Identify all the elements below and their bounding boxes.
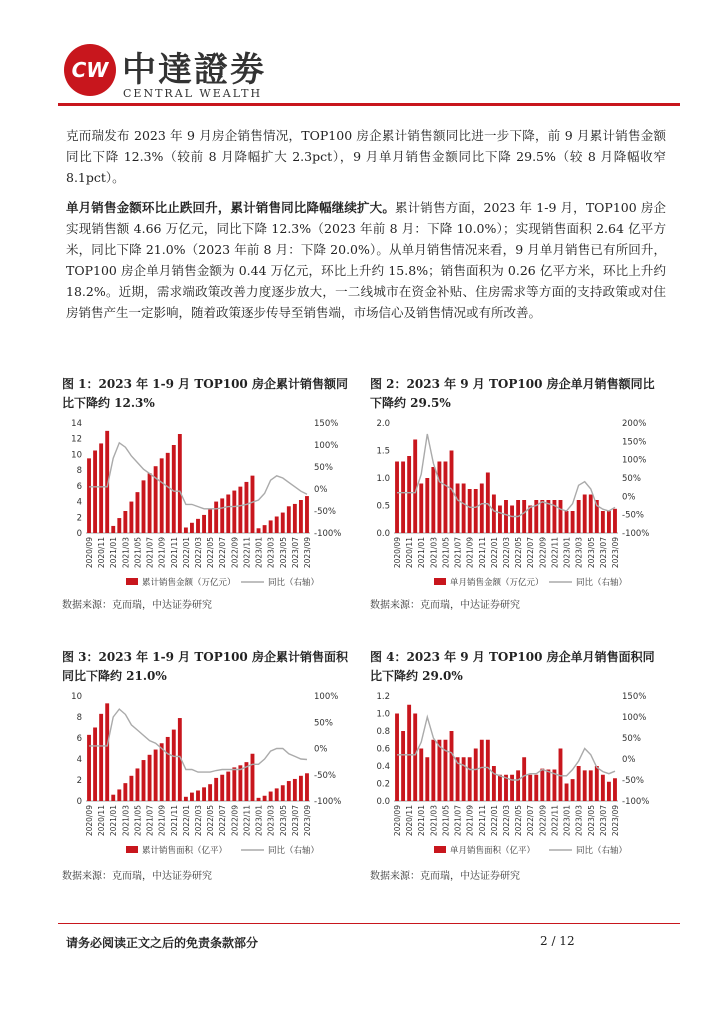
bar (208, 784, 212, 801)
y2-tick-label: 100% (314, 692, 339, 702)
bar (474, 489, 478, 533)
x-tick-label: 2021/01 (109, 805, 119, 837)
y-tick-label: 8 (76, 713, 82, 723)
bar (419, 749, 423, 802)
bar (522, 500, 526, 533)
x-tick-label: 2021/07 (453, 805, 463, 837)
bar (148, 755, 152, 801)
bar (401, 462, 405, 534)
bar (559, 500, 563, 533)
y-tick-label: 10 (71, 692, 82, 702)
x-tick-label: 2022/07 (218, 805, 228, 837)
y-tick-label: 0.2 (376, 779, 390, 790)
x-tick-label: 2021/03 (121, 805, 131, 837)
x-tick-label: 2023/05 (586, 805, 596, 837)
bar (577, 766, 581, 801)
bar (601, 775, 605, 801)
bar (166, 453, 170, 533)
x-tick-label: 2022/11 (550, 805, 560, 837)
paragraph-2 (66, 197, 666, 323)
bar (577, 500, 581, 533)
bar (99, 714, 103, 801)
bar (287, 506, 291, 533)
y-tick-label: 4 (76, 497, 82, 508)
y2-tick-label: -50% (622, 510, 644, 521)
bar (468, 489, 472, 533)
y-tick-label: 10 (71, 450, 82, 461)
x-tick-label: 2023/07 (598, 537, 608, 569)
bar (257, 528, 261, 533)
bar (293, 779, 297, 801)
x-tick-label: 2023/01 (562, 805, 572, 837)
x-tick-label: 2023/05 (278, 537, 288, 569)
x-tick-label: 2023/07 (598, 805, 608, 837)
x-tick-label: 2023/01 (562, 537, 572, 569)
bar (589, 770, 593, 801)
bar (238, 487, 242, 533)
x-tick-label: 2023/03 (574, 805, 584, 837)
x-tick-label: 2023/09 (302, 537, 312, 569)
bar (486, 473, 490, 534)
x-tick-label: 2021/11 (169, 805, 179, 837)
y2-tick-label: 150% (622, 692, 647, 702)
figure-1-title: 图 1：2023 年 1-9 月 TOP100 房企累计销售额同比下降约 12.3% (62, 377, 348, 410)
x-tick-label: 2021/05 (441, 537, 451, 569)
bar (136, 768, 140, 801)
bar (196, 791, 200, 802)
x-tick-label: 2023/03 (266, 805, 276, 837)
bar (269, 520, 273, 533)
bar (583, 495, 587, 534)
bar (425, 757, 429, 801)
bar (431, 740, 435, 801)
y2-tick-label: -50% (622, 776, 644, 786)
bar (105, 703, 109, 801)
bar (504, 500, 508, 533)
bar (299, 776, 303, 801)
bar (93, 451, 97, 534)
x-tick-label: 2022/07 (526, 537, 536, 569)
bar (407, 456, 411, 533)
bar (601, 511, 605, 533)
bar (498, 775, 502, 801)
bar (305, 773, 309, 801)
x-tick-label: 2022/03 (194, 805, 203, 837)
x-tick-label: 2021/07 (145, 805, 155, 837)
x-tick-label: 2023/03 (574, 537, 584, 569)
x-tick-label: 2020/11 (97, 805, 107, 837)
legend-bar-swatch (434, 846, 446, 853)
figure-3-source: 数据来源：克而瑞，中达证券研究 (62, 871, 212, 882)
bar (202, 787, 206, 801)
x-tick-label: 2021/01 (417, 537, 427, 569)
bar (190, 523, 194, 533)
y-tick-label: 6 (76, 734, 82, 744)
paragraph-2-body: 累计销售方面，2023 年 1-9 月，TOP100 房企实现销售额 4.66 万亿元，同比下降 12.3%（2023 年前 8 月：下降 10.0%）；实现销售面积 2.64 亿平方米，同比下降 21.0%（2023 年前 8 月：下降 20.0%）。从单月销售情况来看，9 月单月销售已有所回升，TOP100 房企单月销售金额为 0.44 万亿元，环比上升约 15.8%；销售面积为 0.26 亿平方米，环比上升约 18.2%。近期，需求端政策改善力度逐步放大，一二线城市在资金补贴、住房需求等方面的支持政策或对住房销售产生一定影响，随着政策逐步传导至销售端，市场信心及销售情况或有所改善。 (66, 200, 666, 320)
x-tick-label: 2023/07 (290, 537, 300, 569)
x-tick-label: 2022/03 (502, 805, 511, 837)
x-tick-label: 2022/07 (218, 537, 228, 569)
figure-2-title: 图 2：2023 年 9 月 TOP100 房企单月销售额同比下降约 29.5% (370, 377, 655, 410)
bar (595, 766, 599, 801)
x-tick-label: 2021/05 (133, 805, 143, 837)
bar (395, 714, 399, 802)
y2-tick-label: -100% (314, 529, 342, 539)
y-tick-label: 1.0 (376, 474, 390, 484)
x-tick-label: 2021/11 (477, 805, 487, 837)
bar (571, 779, 575, 801)
x-tick-label: 2020/11 (405, 805, 415, 837)
x-tick-label: 2020/11 (97, 537, 107, 569)
bar (214, 502, 218, 533)
bar (546, 500, 550, 533)
bar (123, 783, 127, 801)
x-tick-label: 2021/09 (465, 805, 475, 837)
figure-4-chart (366, 688, 656, 863)
bar (613, 509, 617, 533)
x-tick-label: 2022/09 (538, 805, 548, 837)
x-tick-label: 2022/01 (181, 537, 191, 569)
footer-rule (58, 923, 680, 924)
y-tick-label: 8 (76, 466, 82, 477)
bar (583, 770, 587, 801)
legend-line-label: 同比（右轴） (268, 846, 320, 856)
y2-tick-label: 150% (622, 437, 647, 448)
y2-tick-label: 100% (314, 441, 339, 451)
bar (425, 478, 429, 533)
x-tick-label: 2022/01 (181, 805, 191, 837)
bar (184, 797, 188, 801)
y2-tick-label: 100% (622, 455, 647, 466)
bar (437, 740, 441, 801)
bar (263, 796, 267, 801)
y-tick-label: 0.4 (376, 762, 390, 772)
bar (129, 776, 133, 801)
bar (498, 506, 502, 534)
y2-tick-label: 50% (622, 474, 641, 484)
bar (413, 714, 417, 802)
y2-tick-label: 100% (622, 713, 647, 723)
bar (202, 515, 206, 533)
legend-line-label: 同比（右轴） (576, 846, 628, 856)
y2-tick-label: 50% (314, 463, 333, 473)
yoy-line (89, 443, 307, 509)
x-tick-label: 2022/01 (489, 805, 499, 837)
bar (190, 793, 194, 801)
company-name-cn: 中達證劵 (122, 50, 266, 90)
x-tick-label: 2020/09 (85, 805, 95, 837)
bar (462, 757, 466, 801)
bar (269, 792, 273, 801)
legend-bar-label: 单月销售面积（亿平） (450, 846, 536, 856)
bar (607, 511, 611, 533)
x-tick-label: 2021/01 (417, 805, 427, 837)
bar (142, 760, 146, 801)
x-tick-label: 2023/09 (610, 537, 620, 569)
x-tick-label: 2021/09 (157, 805, 167, 837)
bar (281, 513, 285, 533)
bar (275, 788, 279, 801)
bar (589, 495, 593, 534)
y-tick-label: 1.2 (376, 692, 390, 702)
y2-tick-label: -50% (314, 507, 336, 517)
x-tick-label: 2022/05 (514, 537, 524, 569)
bar (220, 498, 224, 533)
x-tick-label: 2023/01 (254, 805, 264, 837)
legend-bar-swatch (126, 846, 138, 853)
paragraph-2-lead: 单月销售金额环比止跌回升，累计销售同比降幅继续扩大。 (66, 200, 395, 215)
x-tick-label: 2020/11 (405, 537, 415, 569)
bar (534, 775, 538, 801)
x-tick-label: 2021/09 (465, 537, 475, 569)
header-rule (58, 103, 680, 106)
paragraph-1: 克而瑞发布 2023 年 9 月房企销售情况，TOP100 房企累计销售额同比进一步下降，前 9 月累计销售金额同比下降 12.3%（较前 8 月降幅扩大 2.3pct），9 月单月销售金额同比下降 29.5%（较 8 月降幅收窄 8.1pct）。 (66, 128, 666, 185)
bar (238, 765, 242, 801)
y2-tick-label: 50% (622, 734, 641, 744)
x-tick-label: 2022/03 (194, 537, 203, 569)
y-tick-label: 1.5 (376, 446, 390, 457)
bar (299, 500, 303, 533)
bar (474, 749, 478, 802)
x-tick-label: 2022/05 (206, 537, 216, 569)
bar (111, 526, 115, 533)
bar (510, 775, 514, 801)
bar (528, 506, 532, 534)
bar (196, 519, 200, 533)
x-tick-label: 2022/03 (502, 537, 511, 569)
x-tick-label: 2021/11 (169, 537, 179, 569)
bar (413, 440, 417, 534)
x-tick-label: 2022/11 (550, 537, 560, 569)
bar (251, 476, 255, 533)
y-tick-label: 0 (76, 797, 82, 807)
figure-1-source: 数据来源：克而瑞，中达证券研究 (62, 600, 212, 611)
x-tick-label: 2022/09 (230, 805, 240, 837)
yoy-line (397, 717, 615, 780)
bar (160, 458, 164, 533)
bar (546, 770, 550, 802)
y-tick-label: 0 (76, 529, 82, 539)
y-tick-label: 1.0 (376, 709, 390, 720)
bar (166, 737, 170, 801)
bar (401, 731, 405, 801)
y-tick-label: 0.0 (376, 529, 390, 539)
x-tick-label: 2022/09 (230, 537, 240, 569)
y2-tick-label: 50% (314, 718, 333, 729)
legend-bar-swatch (126, 578, 138, 585)
figure-1-chart (58, 415, 348, 595)
bar (571, 511, 575, 533)
bar (281, 785, 285, 801)
bar (178, 434, 182, 533)
bar (480, 484, 484, 534)
bar (395, 462, 399, 534)
page-number: 2 / 12 (540, 934, 575, 948)
x-tick-label: 2022/07 (526, 805, 536, 837)
bar (613, 778, 617, 801)
bar (117, 518, 121, 533)
x-tick-label: 2022/11 (242, 537, 252, 569)
x-tick-label: 2021/03 (429, 537, 439, 569)
bar (244, 482, 248, 533)
bar (565, 511, 569, 533)
bar (492, 495, 496, 534)
bar (540, 500, 544, 533)
bar (184, 528, 188, 534)
figure-3-chart (58, 688, 348, 863)
y2-tick-label: 0% (314, 485, 328, 495)
figure-3-title: 图 3：2023 年 1-9 月 TOP100 房企累计销售面积同比下降约 21.0% (62, 650, 348, 683)
bar (419, 484, 423, 534)
bar (214, 778, 218, 801)
x-tick-label: 2023/05 (586, 537, 596, 569)
bar (480, 740, 484, 801)
bar (275, 517, 279, 534)
figure-2-chart (366, 415, 656, 595)
x-tick-label: 2022/05 (206, 805, 216, 837)
bar (437, 462, 441, 534)
figure-4-source: 数据来源：克而瑞，中达证券研究 (370, 871, 520, 882)
x-tick-label: 2022/05 (514, 805, 524, 837)
x-tick-label: 2022/09 (538, 537, 548, 569)
bar (148, 473, 152, 533)
y-tick-label: 0.5 (376, 501, 390, 512)
y-tick-label: 12 (71, 434, 82, 445)
y2-tick-label: -100% (622, 529, 650, 539)
company-name-en: CENTRAL WEALTH (123, 87, 263, 100)
x-tick-label: 2021/05 (133, 537, 143, 569)
bar (226, 495, 230, 534)
x-tick-label: 2023/07 (290, 805, 300, 837)
bar (492, 766, 496, 801)
y2-tick-label: 200% (622, 419, 647, 429)
bar (305, 496, 309, 533)
legend-line-label: 同比（右轴） (576, 578, 628, 588)
bar (257, 798, 261, 801)
y-tick-label: 0.8 (376, 727, 390, 737)
bar (565, 784, 569, 802)
x-tick-label: 2021/07 (145, 537, 155, 569)
y-tick-label: 2.0 (376, 419, 390, 429)
logo-mark: CW (71, 58, 109, 82)
bar (287, 781, 291, 801)
x-tick-label: 2022/01 (489, 537, 499, 569)
x-tick-label: 2023/09 (610, 805, 620, 837)
bar (232, 767, 236, 801)
legend-bar-label: 累计销售金额（万亿元） (142, 578, 236, 588)
bar (99, 443, 103, 533)
figure-2-source: 数据来源：克而瑞，中达证券研究 (370, 600, 520, 611)
y2-tick-label: -100% (314, 797, 342, 807)
bar (468, 757, 472, 801)
x-tick-label: 2023/01 (254, 537, 264, 569)
y-tick-label: 2 (76, 513, 82, 524)
bar (540, 769, 544, 801)
bar (486, 740, 490, 801)
bar (456, 484, 460, 534)
y2-tick-label: -50% (314, 770, 336, 781)
y-tick-label: 14 (71, 419, 82, 429)
y2-tick-label: 150% (314, 419, 339, 429)
bar (87, 735, 91, 801)
bar (117, 789, 121, 801)
bar (232, 491, 236, 533)
bar (407, 705, 411, 801)
x-tick-label: 2023/03 (266, 537, 276, 569)
bar (160, 743, 164, 801)
y-tick-label: 6 (76, 481, 82, 492)
bar (136, 492, 140, 533)
x-tick-label: 2021/07 (453, 537, 463, 569)
yoy-line (89, 709, 307, 772)
bar (129, 502, 133, 533)
bar (293, 504, 297, 533)
bar (172, 445, 176, 533)
legend-bar-swatch (434, 578, 446, 585)
y2-tick-label: 0% (622, 492, 636, 503)
bar (208, 509, 212, 533)
bar (444, 462, 448, 534)
bar (510, 506, 514, 534)
x-tick-label: 2021/05 (441, 805, 451, 837)
x-tick-label: 2023/09 (302, 805, 312, 837)
bar (516, 770, 520, 801)
bar (450, 731, 454, 801)
footer-disclaimer: 请务必阅读正文之后的免责条款部分 (66, 936, 259, 950)
x-tick-label: 2021/11 (477, 537, 487, 569)
bar (263, 525, 267, 533)
x-tick-label: 2021/01 (109, 537, 119, 569)
x-tick-label: 2020/09 (393, 537, 403, 569)
x-tick-label: 2020/09 (85, 537, 95, 569)
x-tick-label: 2022/11 (242, 805, 252, 837)
x-tick-label: 2023/05 (278, 805, 288, 837)
figure-4-title: 图 4：2023 年 9 月 TOP100 房企单月销售面积同比下降约 29.0% (370, 650, 655, 683)
y-tick-label: 0.6 (376, 744, 390, 755)
legend-bar-label: 单月销售金额（万亿元） (450, 578, 544, 588)
bar (522, 757, 526, 801)
bar (87, 458, 91, 533)
bar (154, 750, 158, 801)
y-tick-label: 4 (76, 755, 82, 765)
y-tick-label: 0.0 (376, 797, 390, 807)
bar (220, 775, 224, 801)
bar (142, 480, 146, 533)
bar (226, 772, 230, 801)
bar (123, 511, 127, 533)
y-tick-label: 2 (76, 776, 82, 786)
x-tick-label: 2021/03 (121, 537, 131, 569)
bar (431, 467, 435, 533)
x-tick-label: 2021/03 (429, 805, 439, 837)
legend-line-label: 同比（右轴） (268, 578, 320, 588)
legend-bar-label: 累计销售面积（亿平） (142, 846, 228, 856)
bar (111, 795, 115, 801)
x-tick-label: 2021/09 (157, 537, 167, 569)
x-tick-label: 2020/09 (393, 805, 403, 837)
bar (251, 754, 255, 801)
bar (528, 775, 532, 801)
page-header (0, 0, 724, 110)
bar (462, 484, 466, 534)
bar (172, 730, 176, 801)
bar (93, 728, 97, 802)
y2-tick-label: 0% (622, 755, 636, 765)
y2-tick-label: -100% (622, 797, 650, 807)
bar (607, 782, 611, 801)
y2-tick-label: 0% (314, 744, 328, 755)
